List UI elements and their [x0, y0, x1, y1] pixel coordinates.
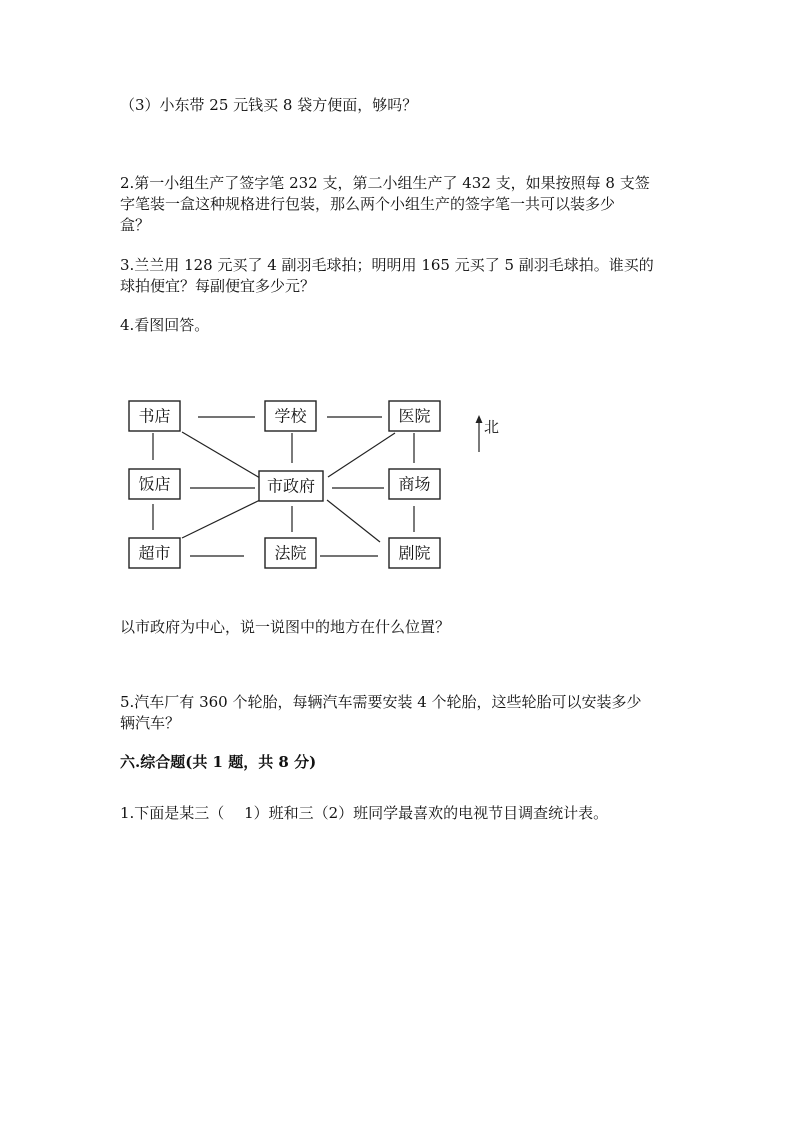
place-mall-label: 商场 — [398, 474, 431, 494]
map-diagram — [110, 380, 510, 580]
question-3-line-1: 3.兰兰用 128 元买了 4 副羽毛球拍；明明用 165 元买了 5 副羽毛球拍。谁买的 — [120, 256, 654, 274]
place-supermarket-label: 超市 — [138, 543, 171, 563]
place-school-label: 学校 — [274, 406, 307, 426]
place-city-hall — [259, 471, 323, 501]
place-city-hall-label: 市政府 — [266, 476, 316, 496]
question-4-prompt: 以市政府为中心，说一说图中的地方在什么位置？ — [120, 618, 451, 636]
place-hospital-label: 医院 — [398, 406, 431, 426]
question-2-line-1: 2.第一小组生产了签字笔 232 支，第二小组生产了 432 支，如果按照每 8 支签 — [120, 174, 650, 192]
place-theater-label: 剧院 — [398, 543, 431, 563]
question-5-line-1: 5.汽车厂有 360 个轮胎，每辆汽车需要安装 4 个轮胎，这些轮胎可以安装多少 — [120, 693, 642, 711]
place-hospital — [389, 401, 440, 431]
question-4-title: 4.看图回答。 — [120, 316, 210, 334]
question-5-line-2: 辆汽车？ — [120, 714, 181, 732]
place-bookstore — [129, 401, 180, 431]
place-court — [265, 538, 316, 568]
place-restaurant-label: 饭店 — [138, 474, 171, 494]
place-court-label: 法院 — [274, 543, 307, 563]
question-2-line-3: 盒？ — [120, 216, 151, 234]
place-supermarket — [129, 538, 180, 568]
question-3-3: （3）小东带 25 元钱买 8 袋方便面，够吗？ — [120, 96, 418, 114]
place-theater — [389, 538, 440, 568]
question-2-line-2: 字笔装一盒这种规格进行包装，那么两个小组生产的签字笔一共可以装多少 — [120, 195, 616, 213]
north-arrow-icon — [476, 415, 483, 452]
section-6-heading: 六.综合题(共 1 题，共 8 分) — [120, 753, 317, 771]
place-bookstore-label: 书店 — [138, 406, 171, 426]
question-3-line-2: 球拍便宜？每副便宜多少元？ — [120, 277, 316, 295]
place-restaurant — [129, 469, 180, 499]
north-label: 北 — [484, 418, 500, 436]
place-mall — [389, 469, 440, 499]
section-6-question-1: 1.下面是某三（ 1）班和三（2）班同学最喜欢的电视节目调查统计表。 — [120, 804, 609, 822]
place-school — [265, 401, 316, 431]
